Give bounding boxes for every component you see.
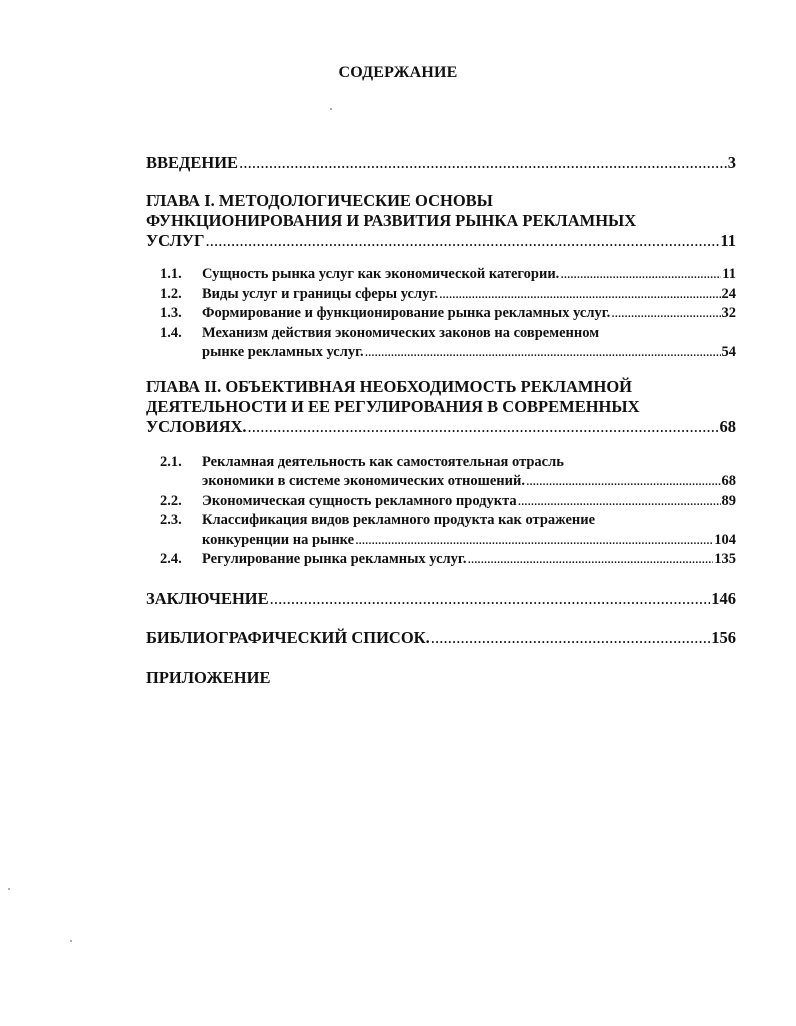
- page-number: 156: [711, 627, 736, 647]
- page-number: 24: [721, 285, 736, 302]
- toc-entry-text: Сущность рынка услуг как экономической категории.: [202, 266, 560, 282]
- page-title: СОДЕРЖАНИЕ: [338, 64, 458, 81]
- page-number: 11: [722, 266, 736, 282]
- dot-leader: [239, 153, 727, 173]
- section-number: 2.4.: [160, 551, 182, 567]
- dot-leader: [355, 531, 713, 551]
- page-number: 68: [719, 416, 736, 436]
- dot-leader: [611, 304, 720, 324]
- page-number: 104: [714, 531, 736, 548]
- section-number: 1.4.: [160, 324, 182, 341]
- toc-entry-text: ЗАКЛЮЧЕНИЕ: [146, 588, 269, 608]
- toc-entry-text: ВВЕДЕНИЕ: [146, 153, 239, 172]
- toc-entry-text: Виды услуг и границы сферы услуг.: [202, 285, 438, 302]
- section-number: 1.1.: [160, 266, 182, 282]
- toc-entry-text: ФУНКЦИОНИРОВАНИЯ И РАЗВИТИЯ РЫНКА РЕКЛАМНЫХ: [146, 211, 637, 230]
- toc-entry-text: Регулирование рынка рекламных услуг.: [202, 551, 467, 567]
- page-number: 68: [721, 473, 736, 489]
- toc-entry-chapter-1[interactable]: [146, 191, 736, 251]
- dot-leader: [365, 343, 721, 363]
- page-number: 135: [714, 551, 736, 567]
- toc-entry-chapter-2[interactable]: [146, 377, 736, 437]
- table-of-contents: [146, 150, 736, 688]
- page-number: 32: [721, 305, 736, 321]
- toc-entry-conclusion[interactable]: [146, 589, 736, 609]
- chapter-2-sections: [160, 453, 736, 570]
- toc-entry-text: ГЛАВА II. ОБЪЕКТИВНАЯ НЕОБХОДИМОСТЬ РЕКЛАМНОЙ: [146, 376, 633, 396]
- toc-entry-text: конкуренции на рынке: [202, 531, 355, 548]
- toc-entry-section-2-1[interactable]: [160, 453, 736, 492]
- dot-leader: [206, 231, 720, 251]
- dot-leader: [467, 550, 713, 570]
- scan-speck: [8, 888, 10, 890]
- dot-leader: [518, 492, 721, 512]
- toc-entry-text: УСЛУГ: [146, 231, 205, 250]
- toc-entry-text: ГЛАВА I. МЕТОДОЛОГИЧЕСКИЕ ОСНОВЫ: [146, 191, 493, 210]
- toc-entry-text: БИБЛИОГРАФИЧЕСКИЙ СПИСОК.: [146, 627, 430, 647]
- toc-entry-bibliography[interactable]: [146, 628, 736, 648]
- toc-entry-section-2-2[interactable]: [160, 492, 736, 512]
- toc-entry-text: Рекламная деятельность как самостоятельная отрасль: [202, 453, 564, 470]
- toc-entry-text: УСЛОВИЯХ.: [146, 416, 247, 436]
- toc-entry-text: рынке рекламных услуг.: [202, 344, 364, 360]
- toc-entry-section-1-1[interactable]: [160, 265, 736, 285]
- dot-leader: [560, 265, 721, 285]
- toc-entry-section-1-4[interactable]: [160, 324, 736, 363]
- toc-entry-intro[interactable]: [146, 153, 736, 173]
- section-number: 2.2.: [160, 492, 182, 509]
- dot-leader: [431, 628, 710, 648]
- scan-speck: [330, 108, 332, 110]
- page-number: 11: [720, 231, 736, 250]
- section-number: 2.1.: [160, 453, 182, 470]
- toc-entry-text: Формирование и функционирование рынка рекламных услуг.: [202, 305, 611, 321]
- toc-entry-section-1-3[interactable]: [160, 304, 736, 324]
- toc-entry-text: ДЕЯТЕЛЬНОСТИ И ЕЕ РЕГУЛИРОВАНИЯ В СОВРЕМЕННЫХ: [146, 396, 640, 416]
- scan-speck: [70, 940, 72, 942]
- toc-entry-text: Классификация видов рекламного продукта как отражение: [202, 512, 596, 528]
- section-number: 1.2.: [160, 285, 182, 302]
- page-number: 54: [721, 344, 736, 360]
- dot-leader: [270, 589, 711, 609]
- toc-entry-text: Экономическая сущность рекламного продукта: [202, 492, 517, 509]
- chapter-1-sections: [160, 265, 736, 363]
- page-number: 146: [711, 588, 736, 608]
- toc-entry-text: ПРИЛОЖЕНИЕ: [146, 667, 271, 687]
- page-number: 89: [721, 492, 736, 509]
- dot-leader: [439, 285, 721, 305]
- dot-leader: [248, 417, 719, 437]
- toc-entry-text: Механизм действия экономических законов на современном: [202, 324, 600, 341]
- toc-entry-appendix[interactable]: [146, 668, 736, 688]
- toc-entry-text: экономики в системе экономических отношений.: [202, 473, 525, 489]
- page-number: 3: [727, 153, 736, 172]
- dot-leader: [526, 472, 721, 492]
- toc-entry-section-2-3[interactable]: [160, 511, 736, 550]
- toc-entry-section-1-2[interactable]: [160, 285, 736, 305]
- toc-entry-section-2-4[interactable]: [160, 550, 736, 570]
- section-number: 1.3.: [160, 305, 182, 321]
- section-number: 2.3.: [160, 512, 182, 528]
